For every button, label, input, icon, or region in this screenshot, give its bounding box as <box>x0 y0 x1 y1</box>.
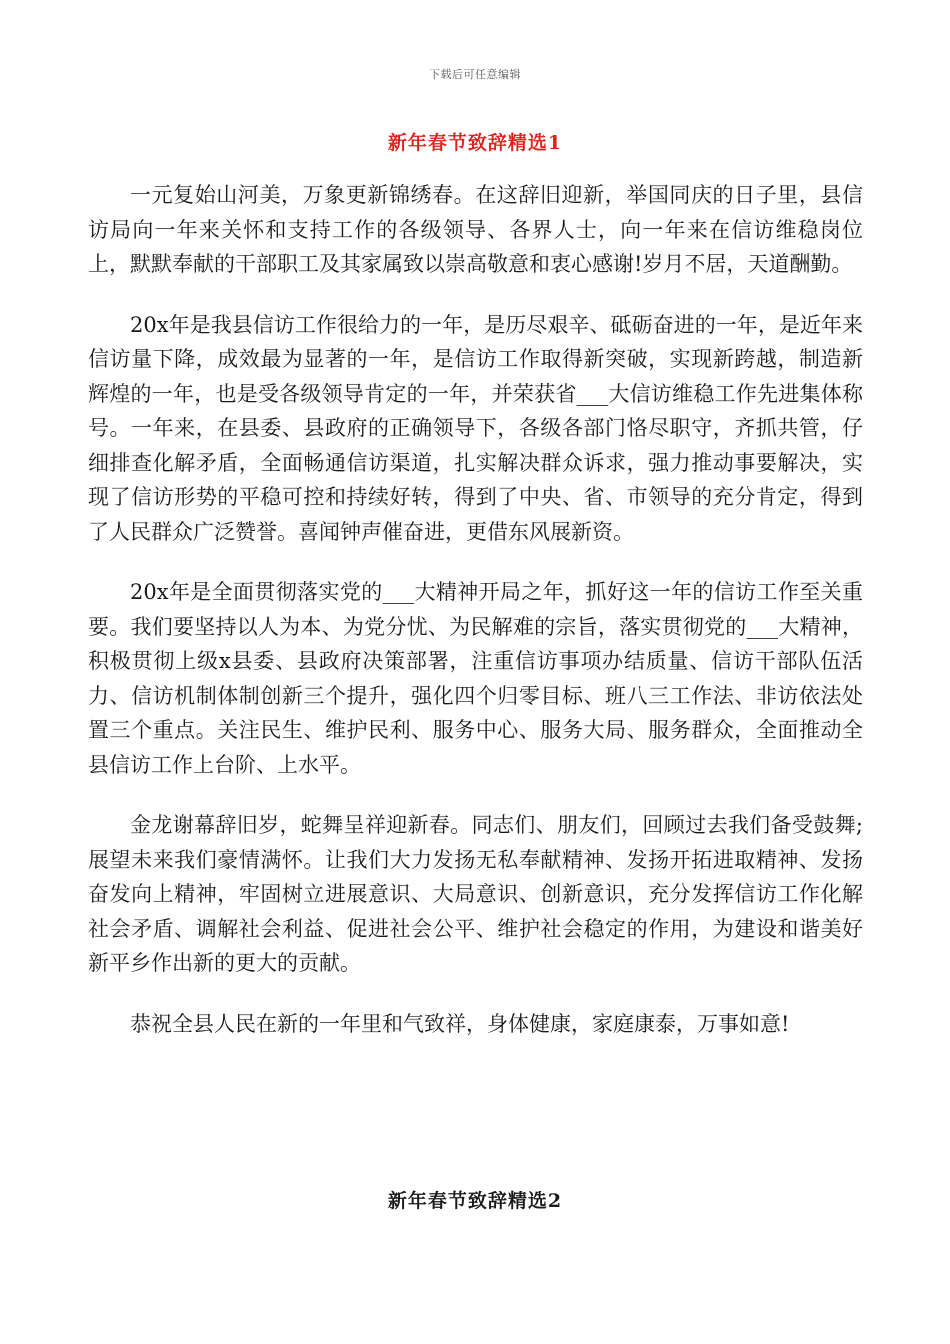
paragraph-3: 20x年是全面贯彻落实党的___大精神开局之年，抓好这一年的信访工作至关重要。我们要坚持以人为本、为党分忧、为民解难的宗旨，落实贯彻党的___大精神，积极贯彻上级x县委、县政府决策部署，注重信访事项办结质量、信访干部队伍活力、信访机制体制创新三个提升，强化四个归零目标、班八三工作法、非访依法处置三个重点。关注民生、维护民利、服务中心、服务大局、服务群众，全面推动全县信访工作上台阶、上水平。 <box>88 580 863 777</box>
paragraph-4: 金龙谢幕辞旧岁，蛇舞呈祥迎新春。同志们、朋友们，回顾过去我们备受鼓舞;展望未来我们豪情满怀。让我们大力发扬无私奉献精神、发扬开拓进取精神、发扬奋发向上精神，牢固树立进展意识、大局意识、创新意识，充分发挥信访工作化解社会矛盾、调解社会利益、促进社会公平、维护社会稳定的作用，为建设和谐美好新平乡作出新的更大的贡献。 <box>88 813 863 975</box>
paragraph-5: 恭祝全县人民在新的一年里和气致祥，身体健康，家庭康泰，万事如意! <box>130 1011 790 1036</box>
document-title-1: 新年春节致辞精选1 <box>387 132 563 154</box>
document-title-2: 新年春节致辞精选2 <box>387 1190 563 1212</box>
paragraph-1: 一元复始山河美，万象更新锦绣春。在这辞旧迎新，举国同庆的日子里，县信访局向一年来关怀和支持工作的各级领导、各界人士，向一年来在信访维稳岗位上，默默奉献的干部职工及其家属致以崇高敬意和衷心感谢!岁月不居，天道酬勤。 <box>88 183 863 276</box>
document-body <box>88 178 863 1067</box>
paragraph-2: 20x年是我县信访工作很给力的一年，是历尽艰辛、砥砺奋进的一年，是近年来信访量下降，成效最为显著的一年，是信访工作取得新突破，实现新跨越，制造新辉煌的一年，也是受各级领导肯定的一年，并荣获省___大信访维稳工作先进集体称号。一年来，在县委、县政府的正确领导下，各级各部门恪尽职守，齐抓共管，仔细排查化解矛盾，全面畅通信访渠道，扎实解决群众诉求，强力推动事要解决，实现了信访形势的平稳可控和持续好转，得到了中央、省、市领导的充分肯定，得到了人民群众广泛赞誉。喜闻钟声催奋进，更借东风展新资。 <box>88 312 863 544</box>
page-header-note: 下载后可任意编辑 <box>429 68 521 81</box>
